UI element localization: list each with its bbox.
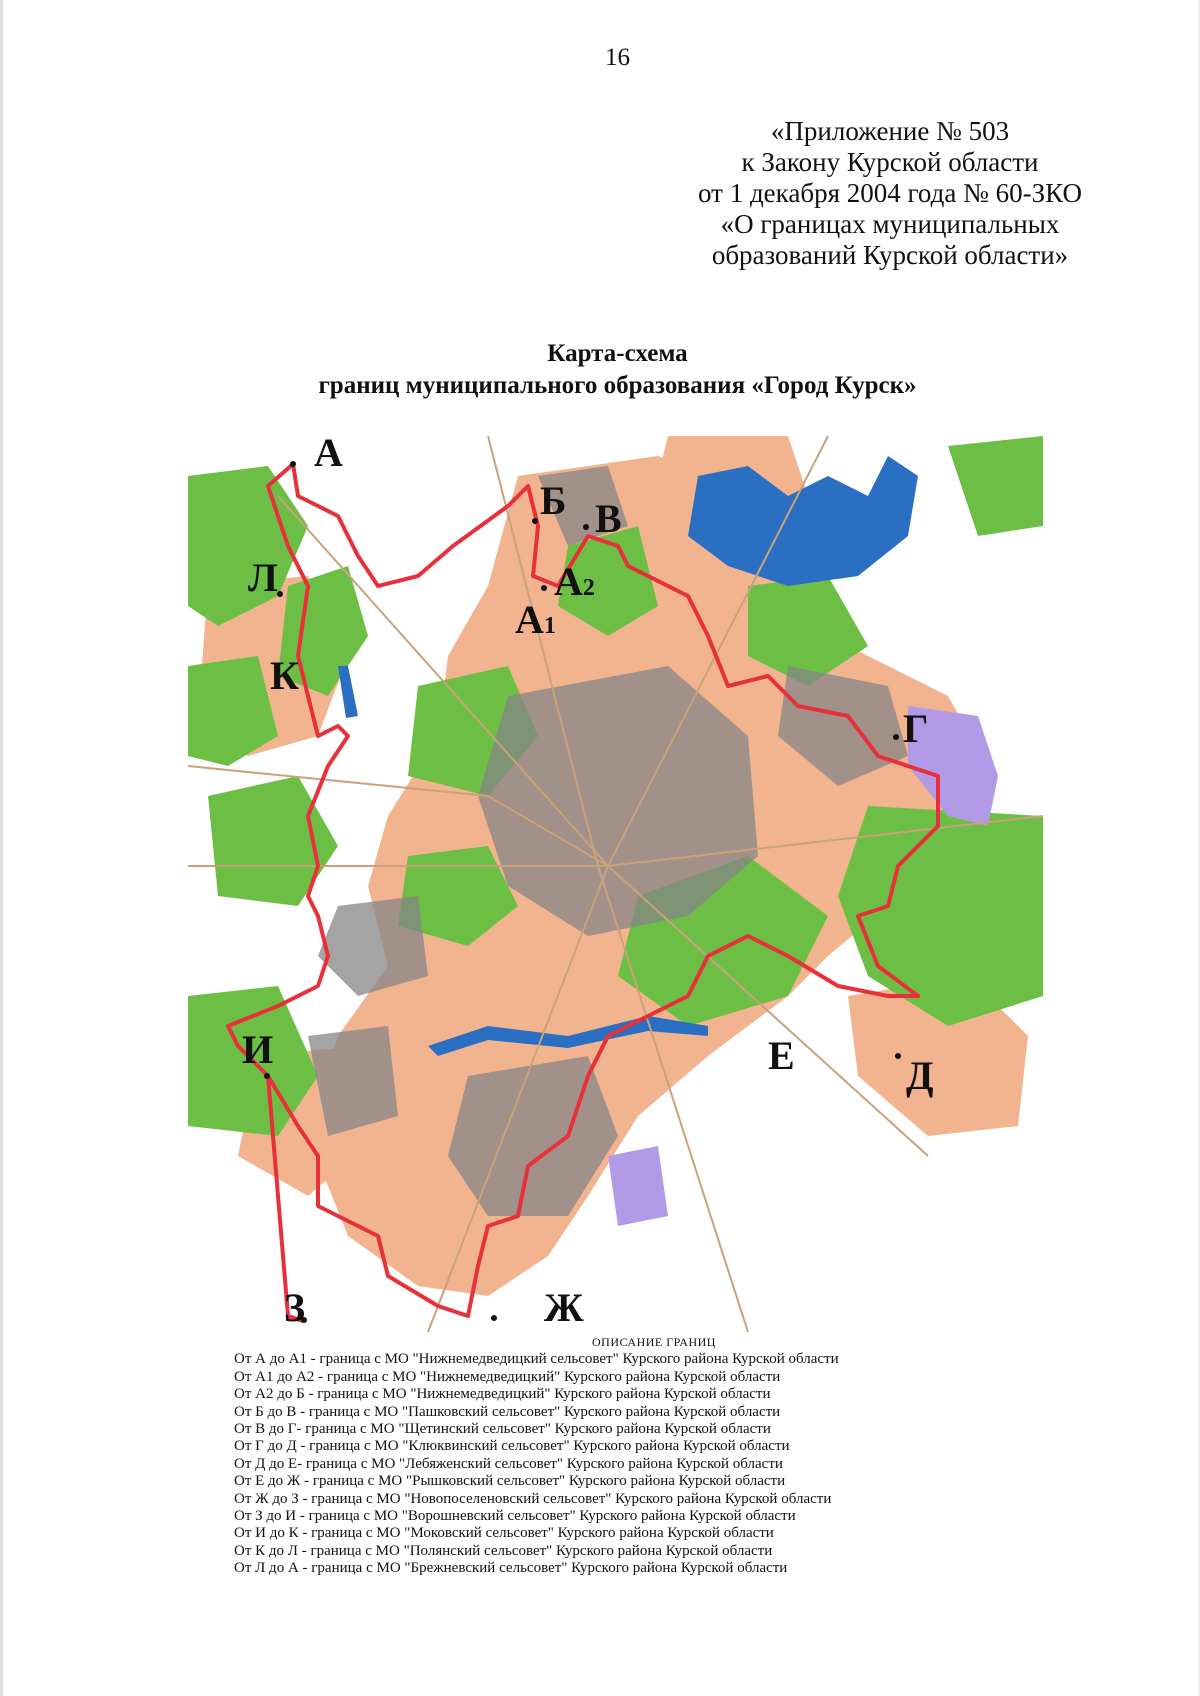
point-label-e: Е (768, 1033, 795, 1078)
point-label-k: К (270, 653, 300, 698)
legend-row: От Д до Е- граница с МО "Лебяженский сельсовет" Курского района Курской области (234, 1455, 783, 1472)
title-line-2: границ муниципального образования «Город Курск» (318, 372, 917, 399)
legend-row: От В до Г- граница с МО "Щетинский сельсовет" Курского района Курской области (234, 1421, 771, 1438)
point-label-b: Б (540, 478, 567, 523)
point-label-a1-index: 1 (543, 613, 556, 639)
legend-row: От И до К - граница с МО "Моковский сельсовет" Курского района Курской области (234, 1525, 774, 1542)
appendix-line: «О границах муниципальных (720, 209, 1060, 239)
boundary-map (188, 436, 1043, 1332)
legend-row: От Е до Ж - граница с МО "Рышковский сельсовет" Курского района Курской области (234, 1473, 786, 1490)
legend-row: От А1 до А2 - граница с МО "Нижнемедведицкий" Курского района Курской области (234, 1368, 781, 1385)
legend-heading: ОПИСАНИЕ ГРАНИЦ (592, 1335, 716, 1349)
appendix-line: к Закону Курской области (741, 147, 1039, 177)
legend-row: От Л до А - граница с МО "Брежневский сельсовет" Курского района Курской области (234, 1560, 788, 1577)
point-label-l: Л (248, 555, 278, 600)
legend-row: От Ж до З - граница с МО "Новопоселеновский сельсовет" Курского района Курской области (234, 1490, 832, 1507)
point-label-a2-index: 2 (582, 575, 595, 601)
boundary-description (234, 1334, 1064, 1578)
legend-row: От К до Л - граница с МО "Полянский сельсовет" Курского района Курской области (234, 1542, 773, 1559)
point-label-a1-letter: А (515, 597, 544, 642)
legend-row: От Г до Д - граница с МО "Клюквинский сельсовет" Курского района Курской области (234, 1438, 790, 1455)
legend-row: От А2 до Б - граница с МО "Нижнемедведицкий" Курского района Курской области (234, 1386, 771, 1403)
point-label-a2-letter: А (554, 559, 583, 604)
title-line-1: Карта-схема (547, 340, 688, 367)
appendix-line: от 1 декабря 2004 года № 60-ЗКО (698, 178, 1082, 208)
legend-row: От З до И - граница с МО "Ворошневский сельсовет" Курского района Курской области (234, 1508, 796, 1525)
point-label-v: В (595, 496, 622, 541)
appendix-heading (620, 116, 1160, 271)
legend-row: От Б до В - граница с МО "Пашковский сельсовет" Курского района Курской области (234, 1403, 781, 1420)
map-canvas (188, 436, 1043, 1332)
appendix-line: образований Курской области» (711, 240, 1069, 270)
appendix-line: «Приложение № 503 (770, 116, 1010, 146)
point-label-d: Д (906, 1053, 934, 1098)
legend-row: От А до А1 - граница с МО "Нижнемедведицкий сельсовет" Курского района Курской области (234, 1351, 839, 1368)
point-label-z: З (284, 1285, 306, 1330)
document-title (0, 338, 1200, 402)
point-label-zh: Ж (544, 1285, 584, 1330)
point-label-g: Г (903, 706, 929, 751)
page-number: 16 (605, 44, 630, 71)
point-label-a: А (314, 436, 343, 475)
point-label-i: И (242, 1027, 274, 1072)
